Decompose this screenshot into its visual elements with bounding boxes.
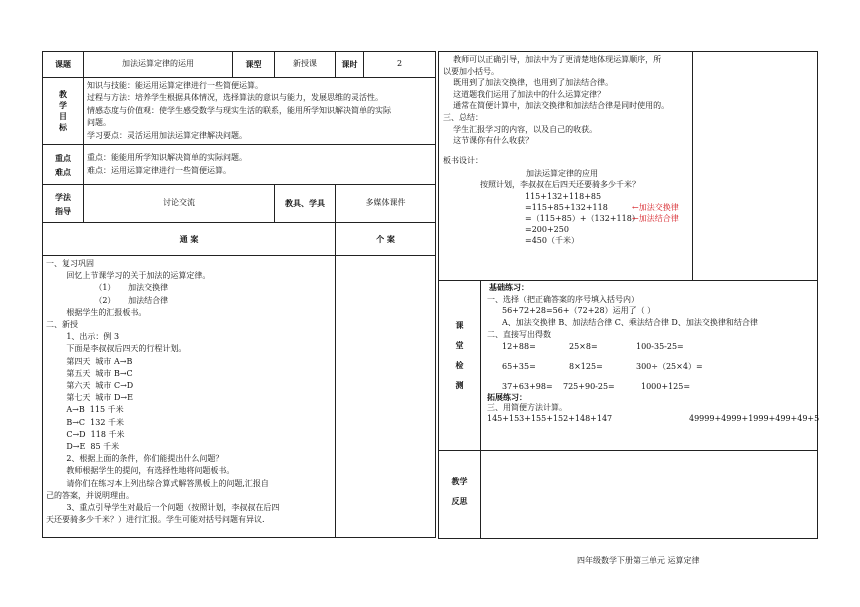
plan-line: D→E 85 千米 <box>46 442 120 452</box>
footer: 四年级数学下册第三单元 运算定律 <box>577 556 700 565</box>
plan-line: 第四天 城市 A→B <box>46 356 133 366</box>
basic-practice-title: 基础练习： <box>489 282 529 292</box>
personal-plan-label: 个 案 <box>336 223 436 256</box>
plan-line: 回忆上节课学习的关于加法的运算定律。 <box>46 271 211 281</box>
plan-line: 3、重点引导学生对最后一个问题（按照计划，李叔叔在后四 <box>46 503 280 513</box>
board-title: 加法运算定律的应用 <box>526 169 598 178</box>
annotation-commutative: ←加法交换律 <box>632 203 679 212</box>
right-text-line: 以要加小括号。 <box>443 66 499 76</box>
plan-line: 第七天 城市 D→E <box>46 393 133 403</box>
calc-line: =200+250 <box>525 225 569 234</box>
plan-line: 二、新授 <box>46 320 78 330</box>
plan-line: 2、根据上面的条件，你们能提出什么问题？ <box>46 454 224 464</box>
right-top-text <box>443 54 693 147</box>
calc-line: =115+85+132+118 <box>525 203 608 212</box>
plan-line: B→C 132 千米 <box>46 417 124 427</box>
divider <box>439 280 817 281</box>
question-1-options: A、加法交换律 B、加法结合律 C、乘法结合律 D、加法交换律和结合律 <box>502 318 758 327</box>
plan-line: 下面是李叔叔后四天的行程计划。 <box>46 344 187 354</box>
right-text-line: 这道题我们运用了加法中的什么运算定律？ <box>443 89 606 99</box>
answer-item: 37+63+98= <box>502 382 553 391</box>
calc-line: 115+132+118+85 <box>525 192 602 201</box>
type-value: 新授课 <box>275 52 336 78</box>
right-page-frame <box>438 51 818 539</box>
plan-line: 己的答案，并说明理由。 <box>46 490 134 500</box>
question-2: 二、直接写出得数 <box>487 330 551 339</box>
board-question: 按照计划，李叔叔在后四天还要骑多少千米？ <box>480 180 640 189</box>
goals-content <box>84 78 436 145</box>
answer-item: 1000+125= <box>641 382 691 391</box>
keypoint-line: 重点：能能用所学知识解决简单的实际问题。 <box>87 153 247 162</box>
practice-label: 课 堂 检 测 <box>455 320 464 390</box>
answer-item: 25×8= <box>569 342 598 351</box>
lesson-plan-table <box>42 51 436 538</box>
question-3-left: 145+153+155+152+148+147 <box>487 414 613 423</box>
goal-line: 学习要点：灵活运用加法运算定律解决问题。 <box>87 130 247 140</box>
right-text-line: 这节课你有什么收获？ <box>443 136 534 146</box>
divider <box>439 450 817 451</box>
common-plan-label: 通 案 <box>43 223 336 256</box>
method-label: 学法 指导 <box>43 185 84 223</box>
plan-line: 天还要骑多少千米？）进行汇报。学生可能对括号问题有异议. <box>46 515 265 525</box>
right-text-line: 教师可以正确引导，加法中为了更清楚地体现运算顺序，所 <box>443 55 662 64</box>
goal-line: 情感态度与价值观：使学生感受数学与现实生活的联系，能用所学知识解决简单的实际 <box>87 105 391 115</box>
answer-item: 300÷（25×4）= <box>636 362 703 371</box>
hours-value: 2 <box>364 52 436 78</box>
plan-line: （2） 加法结合律 <box>46 295 169 305</box>
answer-item: 12+88= <box>502 342 536 351</box>
tools-label: 教具、学具 <box>275 185 336 223</box>
plan-line: 一、复习巩固 <box>46 259 94 268</box>
right-text-line: 通常在简便计算中，加法交换律和加法结合律是同时使用的。 <box>443 101 670 111</box>
topic-label: 课题 <box>43 52 84 78</box>
question-1-expression: 56+72+28=56+（72+28）运用了（ ） <box>502 306 656 315</box>
goal-line: 问题。 <box>87 118 111 128</box>
plan-line: 教师根据学生的提问，有选择性地将问题板书。 <box>46 466 235 476</box>
keypoint-line: 难点：运用运算定律进行一些简便运算。 <box>87 165 231 175</box>
question-1: 一、选择（把正确答案的序号填入括号内） <box>487 295 639 304</box>
type-label: 课型 <box>233 52 275 78</box>
plan-line: 第六天 城市 C→D <box>46 381 134 391</box>
keypoints-content <box>84 145 436 185</box>
reflection-label: 教学 反思 <box>451 476 468 506</box>
answer-item: 100-35-25= <box>636 342 684 351</box>
answer-item: 8×125= <box>569 362 603 371</box>
common-plan-content <box>43 256 336 538</box>
plan-line: 请你们在练习本上列出综合算式解答黑板上的问题,汇报自 <box>46 478 269 488</box>
right-text-line: 学生汇报学习的内容，以及自己的收获。 <box>443 124 598 134</box>
calc-line: =（115+85）+（132+118） <box>525 214 640 223</box>
personal-plan-content <box>336 256 436 538</box>
plan-line: A→B 115 千米 <box>46 405 124 415</box>
question-3: 三、用简便方法计算。 <box>487 403 567 412</box>
hours-label: 课时 <box>336 52 364 78</box>
plan-line: 根据学生的汇报板书。 <box>46 307 147 317</box>
method-value: 讨论交流 <box>84 185 275 223</box>
right-text-line: 三、总结： <box>443 112 483 122</box>
extension-practice-title: 拓展练习： <box>487 392 527 402</box>
plan-line: C→D 118 千米 <box>46 429 125 439</box>
plan-line: （1） 加法交换律 <box>46 283 169 293</box>
answer-item: 65+35= <box>502 362 536 371</box>
answer-item: 725+90-25= <box>563 382 615 391</box>
tools-value: 多媒体课件 <box>336 185 436 223</box>
goals-label: 教 学 目 标 <box>43 78 84 145</box>
question-3-right: 49999+4999+1999+499+49+5 <box>689 414 820 423</box>
plan-line: 第五天 城市 B→C <box>46 368 133 378</box>
topic-value: 加法运算定律的运用 <box>84 52 233 78</box>
calc-line: =450（千米） <box>525 236 579 245</box>
goal-line: 知识与技能：能运用运算定律进行一些简便运算。 <box>87 80 263 90</box>
board-label: 板书设计： <box>443 156 483 165</box>
annotation-associative: ←加法结合律 <box>632 214 679 223</box>
goal-line: 过程与方法：培养学生根据具体情况，选择算法的意识与能力，发展思维的灵活性。 <box>87 93 383 103</box>
divider <box>480 280 481 538</box>
right-text-line: 既用到了加法交换律，也用到了加法结合律。 <box>443 78 614 88</box>
keypoints-label: 重点 难点 <box>43 145 84 185</box>
plan-line: 1、出示：例 3 <box>46 332 120 342</box>
